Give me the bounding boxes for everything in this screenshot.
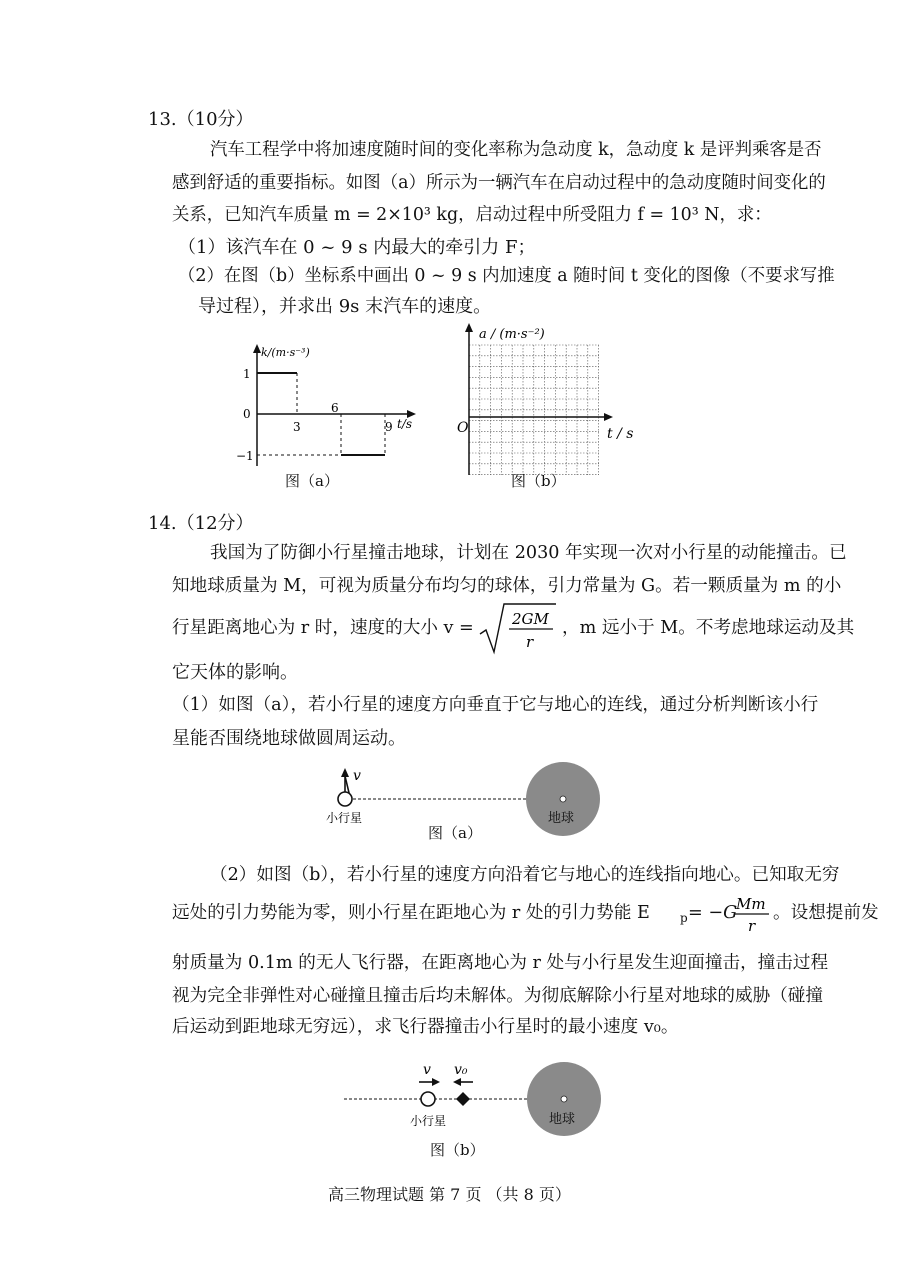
- q14-part2a: （2）如图（b），若小行星的速度方向沿着它与地心的连线指向地心。已知取无穷: [210, 865, 840, 885]
- v-arrow-icon: [432, 1078, 440, 1086]
- q14-line1: 我国为了防御小行星撞击地球，计划在 2030 年实现一次对小行星的动能撞击。已: [210, 543, 847, 563]
- q13-fig-a-caption: 图（a）: [285, 472, 339, 490]
- tick-y1: 1: [243, 367, 251, 381]
- q14-line3-pre: 行星距离地心为 r 时，速度的大小 v =: [172, 618, 474, 638]
- frac2-denominator: r: [748, 917, 756, 935]
- q13-part1: （1）该汽车在 0 ~ 9 s 内最大的牵引力 F；: [178, 237, 536, 258]
- q14-line2: 知地球质量为 M，可视为质量分布均匀的球体，引力常量为 G。若一颗质量为 m 的小: [172, 576, 842, 596]
- q14-header: 14.（12分）: [148, 513, 254, 534]
- page-footer: 高三物理试题 第 7 页 （共 8 页）: [328, 1185, 571, 1204]
- tick-x6: 6: [331, 401, 339, 415]
- earth-label: 地球: [549, 1112, 576, 1127]
- q13-fig-b-caption: 图（b）: [511, 472, 566, 490]
- grid-lines: [469, 345, 599, 475]
- velocity-arrow-icon: [341, 768, 349, 777]
- tick-y0: 0: [243, 407, 251, 421]
- q13-part2a: （2）在图（b）坐标系中画出 0 ~ 9 s 内加速度 a 随时间 t 变化的图像（不要求写推: [178, 266, 835, 286]
- y-axis-arrow-icon: [253, 344, 261, 353]
- v0-arrow-icon: [453, 1078, 461, 1086]
- q14-part2b-sub: p: [680, 911, 688, 925]
- tick-x9: 9: [385, 420, 393, 434]
- v-label: v: [353, 768, 361, 784]
- asteroid-icon: [421, 1092, 435, 1106]
- v-label: v: [423, 1062, 431, 1078]
- fig-b-origin: O: [457, 420, 469, 436]
- asteroid-icon: [338, 792, 352, 806]
- sqrt-expression: [478, 600, 558, 656]
- a-axis-arrow-icon: [465, 323, 473, 332]
- q14-part2b-pre: 远处的引力势能为零，则小行星在距地心为 r 处的引力势能 E: [172, 903, 650, 923]
- earth-center-icon: [560, 796, 566, 802]
- frac2-numerator: Mm: [736, 895, 766, 913]
- fig-a-xlabel: t/s: [397, 417, 413, 431]
- sqrt-denominator: r: [526, 633, 534, 651]
- q13-line1: 汽车工程学中将加速度随时间的变化率称为急动度 k，急动度 k 是评判乘客是否: [210, 140, 822, 160]
- q14-part2b-eq: = −G: [688, 903, 738, 923]
- q14-part2c: 射质量为 0.1m 的无人飞行器，在距离地心为 r 处与小行星发生迎面撞击，撞击过程: [172, 953, 829, 973]
- fig-b-xlabel: t / s: [607, 426, 634, 442]
- q14-part2b-post: 。设想提前发: [773, 903, 879, 923]
- fig-a-ylabel: k/(m·s⁻³): [261, 346, 310, 359]
- q13-header: 13.（10分）: [148, 109, 254, 130]
- asteroid-label: 小行星: [326, 811, 363, 825]
- q14-line4: 它天体的影响。: [172, 662, 298, 683]
- tick-ym1: −1: [236, 449, 254, 463]
- t-axis-arrow-icon: [604, 413, 613, 421]
- earth-center-icon: [561, 1096, 567, 1102]
- q14-fig-b-caption: 图（b）: [430, 1141, 485, 1159]
- potential-fraction: [733, 892, 773, 938]
- earth-label: 地球: [548, 811, 575, 826]
- q14-line3-post: ，m 远小于 M。不考虑地球运动及其: [562, 618, 855, 638]
- asteroid-label: 小行星: [410, 1114, 447, 1128]
- q13-fig-b-grid: [455, 320, 655, 480]
- tick-x3: 3: [293, 420, 301, 434]
- q14-part2d: 视为完全非弹性对心碰撞且撞击后均未解体。为彻底解除小行星对地球的威胁（碰撞: [172, 986, 823, 1006]
- probe-icon: [456, 1092, 470, 1106]
- q14-fig-a: [320, 762, 620, 857]
- q14-fig-a-caption: 图（a）: [428, 824, 482, 842]
- q13-part2b: 导过程），并求出 9s 末汽车的速度。: [198, 296, 492, 317]
- q13-line3: 关系，已知汽车质量 m = 2×10³ kg，启动过程中所受阻力 f = 10³ N，求：: [172, 205, 772, 225]
- q13-line2: 感到舒适的重要指标。如图（a）所示为一辆汽车在启动过程中的急动度随时间变化的: [172, 173, 826, 193]
- v0-label: v₀: [454, 1062, 468, 1078]
- q14-fig-b: [340, 1055, 620, 1155]
- q14-part1b: 星能否围绕地球做圆周运动。: [172, 728, 406, 749]
- q14-part2e: 后运动到距地球无穷远），求飞行器撞击小行星时的最小速度 v₀。: [172, 1017, 679, 1037]
- fig-b-ylabel: a / (m·s⁻²): [479, 327, 545, 342]
- sqrt-numerator: 2GM: [512, 610, 549, 628]
- q14-part1a: （1）如图（a），若小行星的速度方向垂直于它与地心的连线，通过分析判断该小行: [172, 695, 819, 715]
